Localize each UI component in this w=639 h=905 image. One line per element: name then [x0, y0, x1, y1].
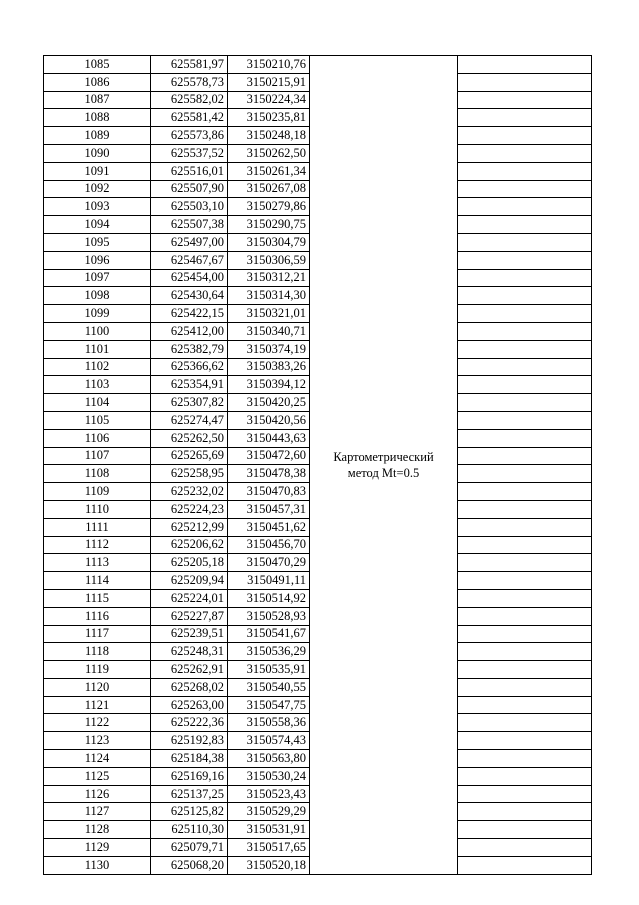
point-number-cell: 1086: [44, 73, 151, 91]
empty-cell: [458, 376, 592, 394]
point-number-cell: 1103: [44, 376, 151, 394]
point-number-cell: 1099: [44, 305, 151, 323]
point-number-cell: 1123: [44, 732, 151, 750]
empty-cell: [458, 358, 592, 376]
point-number-cell: 1116: [44, 607, 151, 625]
empty-cell: [458, 340, 592, 358]
coordinates-table-body: [44, 56, 592, 875]
y-coordinate-cell: 3150523,43: [228, 785, 310, 803]
empty-cell: [458, 429, 592, 447]
x-coordinate-cell: 625430,64: [151, 287, 228, 305]
y-coordinate-cell: 3150262,50: [228, 144, 310, 162]
x-coordinate-cell: 625467,67: [151, 251, 228, 269]
y-coordinate-cell: 3150540,55: [228, 678, 310, 696]
y-coordinate-cell: 3150374,19: [228, 340, 310, 358]
empty-cell: [458, 305, 592, 323]
point-number-cell: 1096: [44, 251, 151, 269]
y-coordinate-cell: 3150541,67: [228, 625, 310, 643]
y-coordinate-cell: 3150420,56: [228, 411, 310, 429]
x-coordinate-cell: 625068,20: [151, 856, 228, 874]
x-coordinate-cell: 625274,47: [151, 411, 228, 429]
point-number-cell: 1088: [44, 109, 151, 127]
empty-cell: [458, 216, 592, 234]
point-number-cell: 1117: [44, 625, 151, 643]
method-cell: [310, 56, 458, 875]
y-coordinate-cell: 3150520,18: [228, 856, 310, 874]
x-coordinate-cell: 625079,71: [151, 839, 228, 857]
empty-cell: [458, 696, 592, 714]
empty-cell: [458, 500, 592, 518]
empty-cell: [458, 144, 592, 162]
x-coordinate-cell: 625209,94: [151, 572, 228, 590]
empty-cell: [458, 465, 592, 483]
point-number-cell: 1125: [44, 767, 151, 785]
x-coordinate-cell: 625184,38: [151, 750, 228, 768]
y-coordinate-cell: 3150383,26: [228, 358, 310, 376]
point-number-cell: 1122: [44, 714, 151, 732]
empty-cell: [458, 180, 592, 198]
y-coordinate-cell: 3150470,29: [228, 554, 310, 572]
x-coordinate-cell: 625578,73: [151, 73, 228, 91]
point-number-cell: 1098: [44, 287, 151, 305]
empty-cell: [458, 572, 592, 590]
x-coordinate-cell: 625248,31: [151, 643, 228, 661]
point-number-cell: 1126: [44, 785, 151, 803]
x-coordinate-cell: 625224,23: [151, 500, 228, 518]
x-coordinate-cell: 625516,01: [151, 162, 228, 180]
x-coordinate-cell: 625422,15: [151, 305, 228, 323]
y-coordinate-cell: 3150530,24: [228, 767, 310, 785]
y-coordinate-cell: 3150470,83: [228, 483, 310, 501]
point-number-cell: 1109: [44, 483, 151, 501]
x-coordinate-cell: 625503,10: [151, 198, 228, 216]
point-number-cell: 1108: [44, 465, 151, 483]
x-coordinate-cell: 625581,97: [151, 56, 228, 74]
y-coordinate-cell: 3150457,31: [228, 500, 310, 518]
y-coordinate-cell: 3150478,38: [228, 465, 310, 483]
empty-cell: [458, 750, 592, 768]
y-coordinate-cell: 3150517,65: [228, 839, 310, 857]
y-coordinate-cell: 3150321,01: [228, 305, 310, 323]
x-coordinate-cell: 625454,00: [151, 269, 228, 287]
x-coordinate-cell: 625258,95: [151, 465, 228, 483]
x-coordinate-cell: 625307,82: [151, 394, 228, 412]
empty-cell: [458, 678, 592, 696]
point-number-cell: 1118: [44, 643, 151, 661]
point-number-cell: 1104: [44, 394, 151, 412]
y-coordinate-cell: 3150306,59: [228, 251, 310, 269]
y-coordinate-cell: 3150279,86: [228, 198, 310, 216]
point-number-cell: 1089: [44, 127, 151, 145]
y-coordinate-cell: 3150312,21: [228, 269, 310, 287]
x-coordinate-cell: 625354,91: [151, 376, 228, 394]
x-coordinate-cell: 625206,62: [151, 536, 228, 554]
empty-cell: [458, 411, 592, 429]
y-coordinate-cell: 3150443,63: [228, 429, 310, 447]
x-coordinate-cell: 625581,42: [151, 109, 228, 127]
y-coordinate-cell: 3150290,75: [228, 216, 310, 234]
table-row: [44, 56, 592, 74]
x-coordinate-cell: 625262,50: [151, 429, 228, 447]
point-number-cell: 1085: [44, 56, 151, 74]
x-coordinate-cell: 625573,86: [151, 127, 228, 145]
x-coordinate-cell: 625497,00: [151, 233, 228, 251]
x-coordinate-cell: 625227,87: [151, 607, 228, 625]
y-coordinate-cell: 3150536,29: [228, 643, 310, 661]
empty-cell: [458, 518, 592, 536]
y-coordinate-cell: 3150531,91: [228, 821, 310, 839]
empty-cell: [458, 483, 592, 501]
point-number-cell: 1112: [44, 536, 151, 554]
empty-cell: [458, 394, 592, 412]
y-coordinate-cell: 3150472,60: [228, 447, 310, 465]
x-coordinate-cell: 625239,51: [151, 625, 228, 643]
y-coordinate-cell: 3150340,71: [228, 322, 310, 340]
coordinates-table: [43, 55, 592, 875]
point-number-cell: 1092: [44, 180, 151, 198]
y-coordinate-cell: 3150215,91: [228, 73, 310, 91]
point-number-cell: 1115: [44, 589, 151, 607]
empty-cell: [458, 821, 592, 839]
empty-cell: [458, 447, 592, 465]
empty-cell: [458, 162, 592, 180]
x-coordinate-cell: 625507,90: [151, 180, 228, 198]
x-coordinate-cell: 625125,82: [151, 803, 228, 821]
y-coordinate-cell: 3150248,18: [228, 127, 310, 145]
point-number-cell: 1113: [44, 554, 151, 572]
x-coordinate-cell: 625137,25: [151, 785, 228, 803]
y-coordinate-cell: 3150547,75: [228, 696, 310, 714]
point-number-cell: 1129: [44, 839, 151, 857]
point-number-cell: 1120: [44, 678, 151, 696]
x-coordinate-cell: 625537,52: [151, 144, 228, 162]
empty-cell: [458, 625, 592, 643]
x-coordinate-cell: 625232,02: [151, 483, 228, 501]
empty-cell: [458, 839, 592, 857]
empty-cell: [458, 856, 592, 874]
y-coordinate-cell: 3150451,62: [228, 518, 310, 536]
x-coordinate-cell: 625192,83: [151, 732, 228, 750]
point-number-cell: 1087: [44, 91, 151, 109]
point-number-cell: 1114: [44, 572, 151, 590]
y-coordinate-cell: 3150558,36: [228, 714, 310, 732]
y-coordinate-cell: 3150261,34: [228, 162, 310, 180]
point-number-cell: 1111: [44, 518, 151, 536]
empty-cell: [458, 109, 592, 127]
empty-cell: [458, 607, 592, 625]
empty-cell: [458, 589, 592, 607]
point-number-cell: 1130: [44, 856, 151, 874]
empty-cell: [458, 233, 592, 251]
x-coordinate-cell: 625169,16: [151, 767, 228, 785]
y-coordinate-cell: 3150514,92: [228, 589, 310, 607]
y-coordinate-cell: 3150224,34: [228, 91, 310, 109]
x-coordinate-cell: 625110,30: [151, 821, 228, 839]
empty-cell: [458, 803, 592, 821]
point-number-cell: 1119: [44, 661, 151, 679]
x-coordinate-cell: 625268,02: [151, 678, 228, 696]
empty-cell: [458, 554, 592, 572]
x-coordinate-cell: 625205,18: [151, 554, 228, 572]
point-number-cell: 1105: [44, 411, 151, 429]
y-coordinate-cell: 3150456,70: [228, 536, 310, 554]
x-coordinate-cell: 625507,38: [151, 216, 228, 234]
y-coordinate-cell: 3150314,30: [228, 287, 310, 305]
point-number-cell: 1102: [44, 358, 151, 376]
y-coordinate-cell: 3150574,43: [228, 732, 310, 750]
point-number-cell: 1097: [44, 269, 151, 287]
x-coordinate-cell: 625382,79: [151, 340, 228, 358]
y-coordinate-cell: 3150235,81: [228, 109, 310, 127]
method-line-1: Картометрический: [333, 449, 434, 464]
y-coordinate-cell: 3150420,25: [228, 394, 310, 412]
point-number-cell: 1094: [44, 216, 151, 234]
point-number-cell: 1106: [44, 429, 151, 447]
x-coordinate-cell: 625212,99: [151, 518, 228, 536]
x-coordinate-cell: 625224,01: [151, 589, 228, 607]
x-coordinate-cell: 625412,00: [151, 322, 228, 340]
y-coordinate-cell: 3150535,91: [228, 661, 310, 679]
empty-cell: [458, 322, 592, 340]
y-coordinate-cell: 3150529,29: [228, 803, 310, 821]
x-coordinate-cell: 625366,62: [151, 358, 228, 376]
empty-cell: [458, 269, 592, 287]
point-number-cell: 1127: [44, 803, 151, 821]
point-number-cell: 1128: [44, 821, 151, 839]
empty-cell: [458, 251, 592, 269]
y-coordinate-cell: 3150210,76: [228, 56, 310, 74]
y-coordinate-cell: 3150491,11: [228, 572, 310, 590]
empty-cell: [458, 767, 592, 785]
x-coordinate-cell: 625582,02: [151, 91, 228, 109]
empty-cell: [458, 714, 592, 732]
empty-cell: [458, 732, 592, 750]
y-coordinate-cell: 3150394,12: [228, 376, 310, 394]
point-number-cell: 1100: [44, 322, 151, 340]
y-coordinate-cell: 3150267,08: [228, 180, 310, 198]
point-number-cell: 1121: [44, 696, 151, 714]
empty-cell: [458, 536, 592, 554]
x-coordinate-cell: 625222,36: [151, 714, 228, 732]
y-coordinate-cell: 3150563,80: [228, 750, 310, 768]
empty-cell: [458, 73, 592, 91]
x-coordinate-cell: 625265,69: [151, 447, 228, 465]
point-number-cell: 1107: [44, 447, 151, 465]
empty-cell: [458, 56, 592, 74]
point-number-cell: 1124: [44, 750, 151, 768]
empty-cell: [458, 127, 592, 145]
empty-cell: [458, 661, 592, 679]
point-number-cell: 1101: [44, 340, 151, 358]
empty-cell: [458, 643, 592, 661]
y-coordinate-cell: 3150304,79: [228, 233, 310, 251]
empty-cell: [458, 198, 592, 216]
point-number-cell: 1090: [44, 144, 151, 162]
empty-cell: [458, 785, 592, 803]
x-coordinate-cell: 625263,00: [151, 696, 228, 714]
y-coordinate-cell: 3150528,93: [228, 607, 310, 625]
point-number-cell: 1110: [44, 500, 151, 518]
x-coordinate-cell: 625262,91: [151, 661, 228, 679]
point-number-cell: 1093: [44, 198, 151, 216]
method-line-2: метод Mt=0.5: [347, 465, 420, 480]
point-number-cell: 1095: [44, 233, 151, 251]
point-number-cell: 1091: [44, 162, 151, 180]
empty-cell: [458, 91, 592, 109]
empty-cell: [458, 287, 592, 305]
